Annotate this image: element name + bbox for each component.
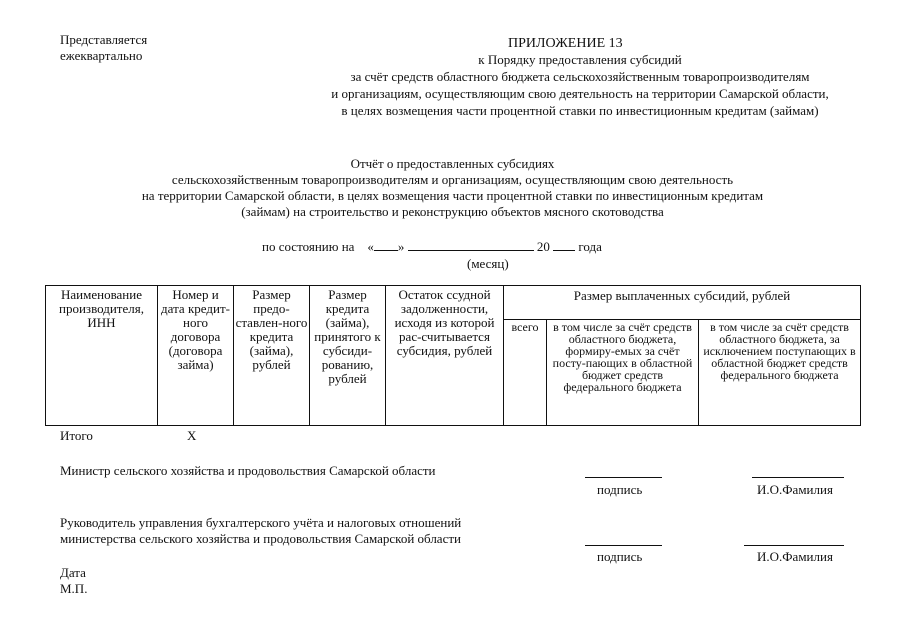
frequency-note-line1: Представляется <box>60 32 148 47</box>
appendix-line-4: в целях возмещения части процентной ставки по инвестиционным кредитам (займам) <box>341 103 819 118</box>
open-quote: « <box>367 239 374 254</box>
close-quote: » <box>397 239 405 254</box>
appendix-line-1: к Порядку предоставления субсидий <box>478 52 682 67</box>
head-name-label: И.О.Фамилия <box>757 549 833 564</box>
col-header-paid-subsidies: Размер выплаченных субсидий, рублей <box>504 286 861 320</box>
date-label: Дата <box>60 565 86 580</box>
appendix-title: ПРИЛОЖЕНИЕ 13 <box>508 36 623 51</box>
col-header-remainder: Остаток ссудной задолженности, исходя из которой рас-считывается субсидия, рублей <box>386 286 504 426</box>
col-header-accepted: Размер кредита (займа), принятого к субсиди-рованию, рублей <box>310 286 386 426</box>
col-header-excl-federal: в том числе за счёт средств областного бюджета, за исключением поступающих в областной бюджет средств федерального бюджета <box>699 320 861 426</box>
totals-label: Итого <box>60 428 93 443</box>
col-header-incl-federal: в том числе за счёт средств областного бюджета, формиру-емых за счёт посту-пающих в областной бюджет средств федерального бюджета <box>547 320 699 426</box>
totals-mark: Х <box>187 428 197 443</box>
minister-signature-line <box>585 477 662 478</box>
minister-name-label: И.О.Фамилия <box>757 482 833 497</box>
report-subtitle-line-1: сельскохозяйственным товаропроизводителям и организациям, осуществляющим свою деятельность <box>171 172 734 187</box>
report-title: Отчёт о предоставленных субсидиях <box>350 156 555 171</box>
col-header-total: всего <box>504 320 547 426</box>
report-subtitle-line-3: (займам) на строительство и реконструкцию объектов мясного скотоводства <box>241 204 664 219</box>
seal-label: М.П. <box>60 581 88 596</box>
month-field[interactable] <box>408 250 534 251</box>
minister-name-line <box>752 477 844 478</box>
head-name-line <box>744 545 844 546</box>
day-field[interactable] <box>374 250 398 251</box>
appendix-line-2: за счёт средств областного бюджета сельскохозяйственным товаропроизводителям <box>350 69 810 84</box>
col-header-producer: Наименование производителя, ИНН <box>46 286 158 426</box>
as-of-prefix: по состоянию на <box>262 239 355 254</box>
month-hint: (месяц) <box>467 256 509 271</box>
col-header-loan-size: Размер предо-ставлен-ного кредита (займа), рублей <box>234 286 310 426</box>
minister-title: Министр сельского хозяйства и продовольствия Самарской области <box>60 463 436 478</box>
head-title-line-2: министерства сельского хозяйства и продовольствия Самарской области <box>60 531 461 546</box>
minister-signature-label: подпись <box>597 482 643 497</box>
as-of-date-line <box>262 238 602 255</box>
year-suffix: года <box>578 239 602 254</box>
head-signature-line <box>585 545 662 546</box>
year-field[interactable] <box>553 250 575 251</box>
head-title-line-1: Руководитель управления бухгалтерского учёта и налоговых отношений <box>60 515 462 530</box>
appendix-line-3: и организациям, осуществляющим свою деятельность на территории Самарской области, <box>331 86 829 101</box>
head-signature-label: подпись <box>597 549 643 564</box>
report-subtitle-line-2: на территории Самарской области, в целях возмещения части процентной ставки по инвестиционным кредитам <box>141 188 764 203</box>
subsidy-report-table <box>45 285 861 426</box>
col-header-contract: Номер и дата кредит-ного договора (договора займа) <box>158 286 234 426</box>
year-prefix: 20 <box>536 239 550 254</box>
frequency-note-line2: ежеквартально <box>60 48 143 63</box>
